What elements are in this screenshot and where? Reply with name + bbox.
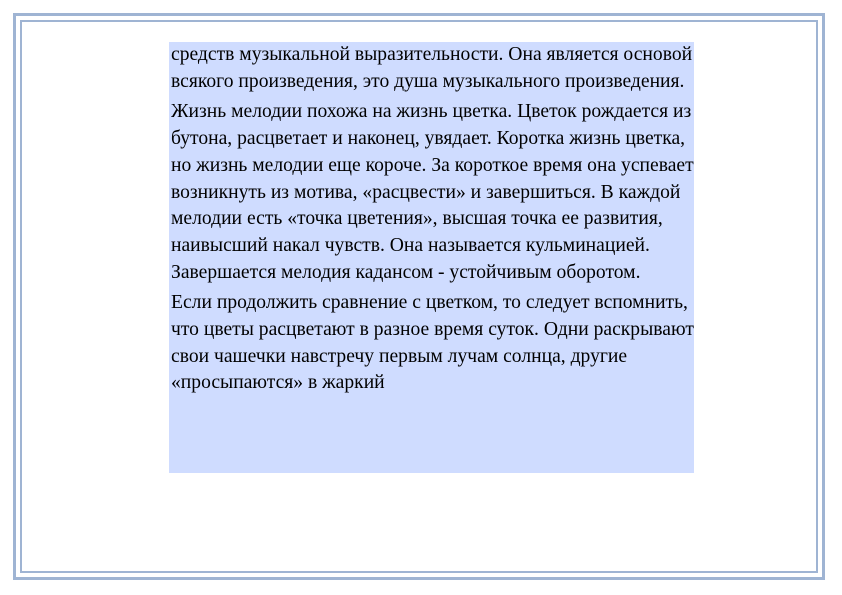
paragraph-3: Если продолжить сравнение с цветком, то следует вспомнить, что цветы расцветают в разное время суток. Одни раскрывают свои чашечки навстречу первым лучам солнца, другие «просыпаются» в жаркий	[171, 292, 694, 394]
body-text	[169, 42, 694, 473]
paragraph-1: средств музыкальной выразительности. Она является основой всякого произведения, это душа музыкального произведения.	[171, 44, 693, 92]
paragraph-2: Жизнь мелодии похожа на жизнь цветка. Цветок рождается из бутона, расцветает и наконец, увядает. Коротка жизнь цветка, но жизнь мелодии еще короче. За короткое время она успевает возникнуть из мотива, «расцвести» и завершиться. В каждой мелодии есть «точка цветения», высшая точка ее развития, наивысший накал чувств. Она называется кульминацией. Завершается мелодия кадансом - устойчивым оборотом.	[171, 101, 694, 283]
